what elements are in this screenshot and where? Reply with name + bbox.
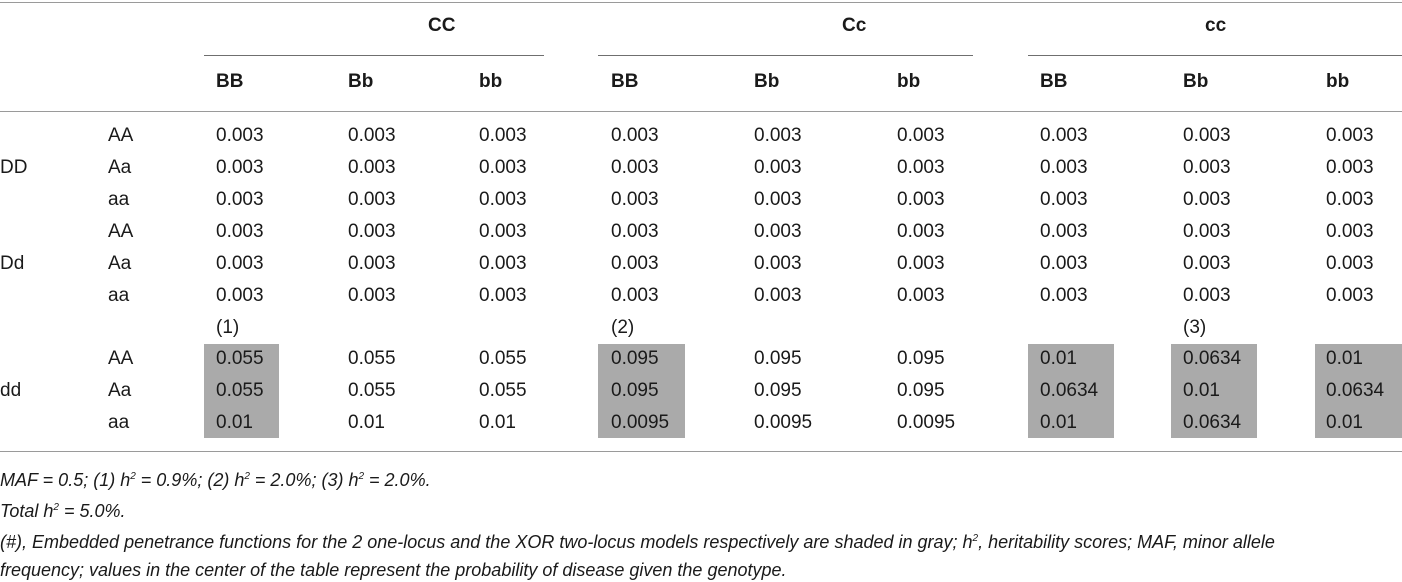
group-underline-cc — [1028, 55, 1402, 56]
sub-header: Bb — [348, 71, 374, 92]
model-marker-3: (3) — [1183, 317, 1207, 338]
table-cell: 0.003 — [1326, 157, 1374, 178]
table-cell: 0.095 — [754, 348, 802, 369]
group-underline-Cc — [598, 55, 973, 56]
table-cell: 0.003 — [897, 285, 945, 306]
table-cell: 0.095 — [897, 348, 945, 369]
table-cell: 0.0095 — [611, 412, 670, 433]
table-cell: 0.003 — [216, 157, 264, 178]
row-group-label-DD: DD — [0, 157, 28, 178]
row-label: Aa — [108, 380, 132, 401]
table-cell: 0.003 — [897, 189, 945, 210]
row-label: aa — [108, 285, 130, 306]
model-marker-2: (2) — [611, 317, 635, 338]
table-cell: 0.01 — [1326, 348, 1363, 369]
table-cell: 0.003 — [897, 157, 945, 178]
table-cell: 0.003 — [1183, 157, 1231, 178]
footnote-explanation-cont: frequency; values in the center of the table represent the probability of disease given the genotype. — [0, 560, 787, 580]
table-cell: 0.003 — [348, 125, 396, 146]
table-cell: 0.003 — [1040, 125, 1088, 146]
table-cell: 0.0095 — [897, 412, 956, 433]
sub-header: Bb — [1183, 71, 1209, 92]
table-cell: 0.003 — [1326, 221, 1374, 242]
table-cell: 0.003 — [754, 221, 802, 242]
row-label: AA — [108, 125, 134, 146]
table-cell: 0.003 — [1326, 285, 1374, 306]
model-marker-1: (1) — [216, 317, 240, 338]
table-cell: 0.095 — [611, 380, 659, 401]
table-cell: 0.003 — [754, 125, 802, 146]
table-cell: 0.003 — [479, 157, 527, 178]
table-cell: 0.003 — [897, 221, 945, 242]
table-cell: 0.055 — [348, 348, 396, 369]
table-cell: 0.055 — [479, 380, 527, 401]
table-cell: 0.003 — [348, 157, 396, 178]
group-header-Cc: Cc — [842, 15, 867, 36]
table-cell: 0.003 — [1183, 285, 1231, 306]
table-cell: 0.003 — [611, 189, 659, 210]
table-cell: 0.095 — [897, 380, 945, 401]
table-cell: 0.01 — [1326, 412, 1363, 433]
table-cell: 0.003 — [479, 253, 527, 274]
table-cell: 0.003 — [479, 189, 527, 210]
table-cell: 0.055 — [479, 348, 527, 369]
sub-header: bb — [897, 71, 921, 92]
table-cell: 0.003 — [754, 189, 802, 210]
table-cell: 0.003 — [1326, 253, 1374, 274]
table-cell: 0.003 — [216, 125, 264, 146]
table-cell: 0.003 — [479, 125, 527, 146]
group-underline-CC — [204, 55, 544, 56]
table-bottom-rule — [0, 451, 1402, 452]
row-label: AA — [108, 348, 134, 369]
group-header-CC: CC — [428, 15, 456, 36]
table-cell: 0.003 — [216, 221, 264, 242]
table-cell: 0.003 — [754, 285, 802, 306]
group-header-cc: cc — [1205, 15, 1227, 36]
table-cell: 0.003 — [897, 125, 945, 146]
table-cell: 0.01 — [1040, 348, 1077, 369]
table-cell: 0.003 — [611, 157, 659, 178]
table-cell: 0.003 — [897, 253, 945, 274]
sub-header: Bb — [754, 71, 780, 92]
table-cell: 0.003 — [1183, 253, 1231, 274]
table-cell: 0.003 — [1183, 125, 1231, 146]
table-cell: 0.01 — [479, 412, 516, 433]
table-cell: 0.003 — [348, 189, 396, 210]
table-cell: 0.003 — [348, 221, 396, 242]
table-cell: 0.003 — [1040, 221, 1088, 242]
table-cell: 0.003 — [1040, 285, 1088, 306]
table-cell: 0.003 — [1183, 221, 1231, 242]
table-cell: 0.003 — [611, 285, 659, 306]
table-cell: 0.003 — [1040, 253, 1088, 274]
footnote-total: Total $h^2 = 5.0\%$. — [0, 501, 126, 521]
footnote-explanation: (#), Embedded penetrance functions for the 2 one-locus and the XOR two-locus models respectively are shaded in gray; $h^2$, heritability scores; MAF, minor allele — [0, 532, 1275, 552]
table-cell: 0.003 — [611, 253, 659, 274]
table-cell: 0.0634 — [1183, 412, 1242, 433]
row-label: aa — [108, 412, 130, 433]
table-cell: 0.003 — [348, 285, 396, 306]
table-cell: 0.003 — [611, 221, 659, 242]
table-cell: 0.01 — [1040, 412, 1077, 433]
sub-header: BB — [216, 71, 244, 92]
table-cell: 0.003 — [479, 285, 527, 306]
table-cell: 0.01 — [348, 412, 385, 433]
table-cell: 0.003 — [611, 125, 659, 146]
table-cell: 0.0634 — [1326, 380, 1385, 401]
row-label: AA — [108, 221, 134, 242]
row-group-label-dd: dd — [0, 380, 22, 401]
table-header-rule — [0, 111, 1402, 112]
table-cell: 0.095 — [611, 348, 659, 369]
table-cell: 0.055 — [348, 380, 396, 401]
table-cell: 0.055 — [216, 348, 264, 369]
table-cell: 0.003 — [754, 157, 802, 178]
table-cell: 0.003 — [754, 253, 802, 274]
footnote-maf: MAF = 0.5; (1) $h^2 = 0.9\%$; (2) $h^2 = 2.0\%$; (3) $h^2 = 2.0\%$. — [0, 470, 431, 490]
table-cell: 0.003 — [216, 189, 264, 210]
table-cell: 0.003 — [479, 221, 527, 242]
table-cell: 0.0634 — [1183, 348, 1242, 369]
table-cell: 0.055 — [216, 380, 264, 401]
table-cell: 0.003 — [1326, 189, 1374, 210]
table-cell: 0.095 — [754, 380, 802, 401]
sub-header: bb — [1326, 71, 1350, 92]
table-cell: 0.01 — [216, 412, 253, 433]
row-label: aa — [108, 189, 130, 210]
table-cell: 0.003 — [216, 285, 264, 306]
table-cell: 0.003 — [1183, 189, 1231, 210]
sub-header: bb — [479, 71, 503, 92]
table-cell: 0.0634 — [1040, 380, 1099, 401]
row-label: Aa — [108, 253, 132, 274]
row-label: Aa — [108, 157, 132, 178]
sub-header: BB — [1040, 71, 1068, 92]
table-cell: 0.0095 — [754, 412, 813, 433]
table-cell: 0.003 — [1040, 189, 1088, 210]
table-top-rule — [0, 2, 1402, 3]
table-cell: 0.01 — [1183, 380, 1220, 401]
sub-header: BB — [611, 71, 639, 92]
table-cell: 0.003 — [1326, 125, 1374, 146]
table-cell: 0.003 — [348, 253, 396, 274]
table-cell: 0.003 — [1040, 157, 1088, 178]
row-group-label-Dd: Dd — [0, 253, 25, 274]
table-cell: 0.003 — [216, 253, 264, 274]
